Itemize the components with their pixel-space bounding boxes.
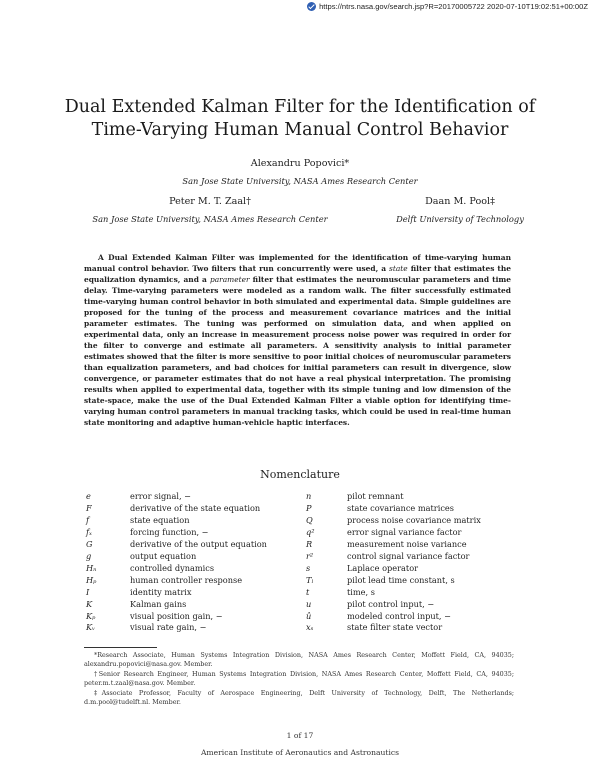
- nomenclature-description: state covariance matrices: [347, 502, 454, 513]
- nomenclature-description: modeled control input, −: [347, 610, 451, 621]
- nomenclature-description: error signal variance factor: [347, 526, 462, 537]
- nomenclature-description: forcing function, −: [130, 526, 209, 537]
- nomenclature-entry: [0, 622, 600, 634]
- author-pool: Daan M. Pool‡: [425, 196, 495, 207]
- paper-title: [40, 96, 560, 142]
- nomenclature-description: pilot remnant: [347, 491, 404, 501]
- nomenclature-symbol: xₛ: [306, 622, 314, 633]
- author-popovici: Alexandru Popovici*: [250, 158, 350, 169]
- nomenclature-symbol: u: [306, 598, 312, 609]
- nomenclature-symbol: Kᵥ: [86, 622, 96, 633]
- nomenclature-symbol: Q: [306, 514, 313, 525]
- title-line-2: Time-Varying Human Manual Control Behavior: [91, 120, 509, 140]
- footnote-rule: [84, 647, 157, 648]
- nomenclature-description: visual rate gain, −: [130, 622, 207, 633]
- checkmark-badge-icon: [307, 2, 316, 11]
- nomenclature-symbol: s: [306, 562, 311, 573]
- nomenclature-description: derivative of the state equation: [130, 502, 261, 513]
- nomenclature-symbol: q²: [306, 526, 315, 537]
- nomenclature-symbol: I: [86, 586, 90, 597]
- nomenclature-symbol: Hₙ: [86, 562, 97, 573]
- nomenclature-symbol: R: [306, 538, 313, 549]
- nomenclature-description: state filter state vector: [347, 622, 443, 633]
- abstract-emphasis-parameter: parameter: [209, 275, 250, 284]
- nomenclature-symbol: f: [86, 514, 90, 525]
- footnote-pool: ‡Associate Professor, Faculty of Aerospace Engineering, Delft University of Technology, Delft, The Netherlands; d.m.pool@tudelft.nl. Member.: [84, 689, 514, 707]
- footnote-popovici: *Research Associate, Human Systems Integration Division, NASA Ames Research Center, Moffett Field, CA, 94035; alexandru.popovici@nasa.gov. Member.: [84, 651, 514, 669]
- affiliation-popovici: San Jose State University, NASA Ames Research Center: [182, 176, 418, 186]
- nomenclature-description: state equation: [130, 514, 190, 525]
- abstract: [84, 252, 511, 428]
- nomenclature-entry: [0, 539, 600, 551]
- nomenclature-symbol: g: [86, 550, 92, 561]
- title-line-1: Dual Extended Kalman Filter for the Identification of: [64, 97, 536, 117]
- affiliation-pool: Delft University of Technology: [396, 214, 524, 224]
- nomenclature-entry: [0, 491, 600, 503]
- nomenclature-description: error signal, −: [130, 491, 192, 501]
- nomenclature-description: Laplace operator: [347, 562, 419, 573]
- nomenclature-entry: [0, 503, 600, 515]
- footnote-zaal: †Senior Research Engineer, Human Systems Integration Division, NASA Ames Research Center, Moffett Field, CA, 94035; peter.m.t.zaal@nasa.gov. Member.: [84, 670, 514, 688]
- nomenclature-symbol: n: [306, 491, 312, 501]
- nomenclature-symbol: fₓ: [86, 526, 92, 537]
- nomenclature-entry: [0, 551, 600, 563]
- nomenclature-entry: [0, 587, 600, 599]
- abstract-part-1: A Dual Extended Kalman Filter was implemented for the identification of time-varying human manual control behavior. Two filters that run concurrently were used, a: [84, 253, 511, 273]
- nomenclature-description: output equation: [130, 550, 197, 561]
- nomenclature-symbol: e: [86, 491, 91, 501]
- nomenclature-description: identity matrix: [130, 586, 192, 597]
- nomenclature-heading: Nomenclature: [260, 468, 340, 481]
- repository-url[interactable]: https://ntrs.nasa.gov/search.jsp?R=20170005722 2020-07-10T19:02:51+00:00Z: [319, 2, 588, 11]
- nomenclature-entry: [0, 563, 600, 575]
- nomenclature-description: controlled dynamics: [130, 562, 215, 573]
- nomenclature-description: derivative of the output equation: [130, 538, 267, 549]
- nomenclature-symbol: r²: [306, 550, 314, 561]
- abstract-part-2: filter that estimates the equalization dynamics, and a: [84, 264, 511, 284]
- nomenclature-symbol: Hₚ: [86, 574, 97, 585]
- nomenclature-description: visual position gain, −: [130, 610, 223, 621]
- nomenclature-symbol: t: [306, 586, 310, 597]
- nomenclature-symbol: G: [86, 538, 93, 549]
- nomenclature-description: measurement noise variance: [347, 538, 467, 549]
- nomenclature-symbol: P: [306, 502, 312, 513]
- nomenclature-symbol: F: [86, 502, 92, 513]
- nomenclature-entry: [0, 611, 600, 623]
- author-zaal: Peter M. T. Zaal†: [169, 196, 251, 207]
- page-number: 1 of 17: [286, 731, 314, 740]
- nomenclature-description: Kalman gains: [130, 598, 187, 609]
- nomenclature-entry: [0, 599, 600, 611]
- nomenclature-description: pilot lead time constant, s: [347, 574, 455, 585]
- nomenclature-entry: [0, 575, 600, 587]
- nomenclature-description: time, s: [347, 586, 375, 597]
- nomenclature-entry: [0, 527, 600, 539]
- nomenclature-description: control signal variance factor: [347, 550, 470, 561]
- nomenclature-description: process noise covariance matrix: [347, 514, 481, 525]
- nomenclature-description: human controller response: [130, 574, 243, 585]
- affiliation-zaal: San Jose State University, NASA Ames Research Center: [92, 214, 328, 224]
- nomenclature-entry: [0, 515, 600, 527]
- publisher-footer: American Institute of Aeronautics and Astronautics: [200, 748, 400, 757]
- nomenclature-symbol: Tₗ: [306, 574, 314, 585]
- abstract-part-3: filter that estimates the neuromuscular parameters and time delay. Time-varying parameters were modeled as a random walk. The filter successfully estimated time-varying human control behavior in both simulated and experimental data. Simple guidelines are proposed for the tuning of the process and measurement covariance matrices and the initial parameter estimates. The tuning was performed on simulation data, and when applied on experimental data, only an increase in measurement process noise power was required in order for the filter to converge and estimate all parameters. A sensitivity analysis to initial parameter estimates showed that the filter is more sensitive to poor initial choices of neuromuscular parameters than equalization parameters, and bad choices for initial parameters can result in divergence, slow convergence, or parameter estimates that do not have a real physical interpretation. The promising results when applied to experimental data, together with its simple tuning and low dimension of the state-space, make the use of the Dual Extended Kalman Filter a viable option for identifying time-varying human control parameters in manual tracking tasks, which could be used in real-time human state monitoring and adaptive human-vehicle haptic interfaces.: [84, 275, 511, 427]
- nomenclature-description: pilot control input, −: [347, 598, 435, 609]
- nomenclature-symbol: Kₚ: [86, 610, 96, 621]
- nomenclature-symbol: K: [86, 598, 93, 609]
- repository-stamp: [307, 1, 588, 12]
- abstract-emphasis-state: state: [389, 264, 408, 273]
- nomenclature-symbol: û: [306, 610, 312, 621]
